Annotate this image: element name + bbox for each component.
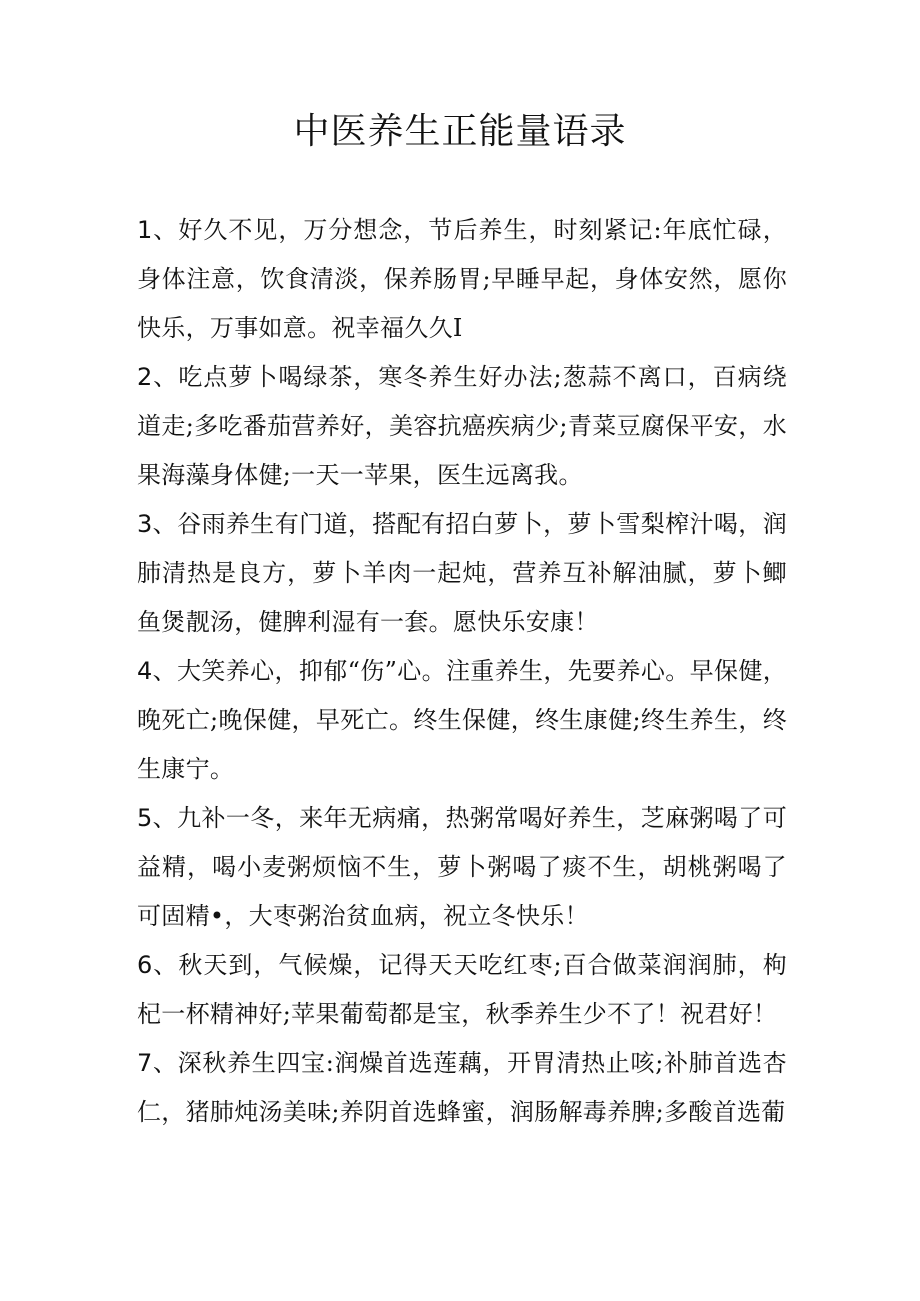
item-separator: 、 [152,363,179,391]
item-text: 谷雨养生有门道，搭配有招白萝卜，萝卜雪梨榨汁喝，润肺清热是良方，萝卜羊肉一起炖，营养互补解油腻，萝卜鲫鱼煲靓汤，健脾利湿有一套。愿快乐安康！ [137,510,788,636]
item-text: 深秋养生四宝:润燥首选莲藕，开胃清热止咳;补肺首选杏仁，猪肺炖汤美味;养阴首选蜂蜜，润肠解毒养脾;多酸首选葡 [137,1049,787,1126]
item-number: 7 [137,1049,153,1077]
item-number: 5 [137,804,153,832]
item-number: 1 [137,216,153,244]
item-text: 九补一冬，来年无病痛，热粥常喝好养生，芝麻粥喝了可益精，喝小麦粥烦恼不生，萝卜粥喝了痰不生，胡桃粥喝了可固精•，大枣粥治贫血病，祝立冬快乐！ [137,804,788,930]
item-text: 好久不见，万分想念，节后养生，时刻紧记:年底忙碌，身体注意，饮食清淡，保养肠胃;早睡早起，身体安然，愿你快乐，万事如意。祝幸福久久I [137,216,787,342]
document-title: 中医养生正能量语录 [293,111,627,152]
item-separator: 、 [152,216,179,244]
list-item [137,794,787,941]
item-number: 6 [137,951,153,979]
list-item [137,1039,787,1137]
item-separator: 、 [152,804,178,832]
item-separator: 、 [152,510,178,538]
document-body [137,206,787,1137]
item-separator: 、 [152,951,179,979]
item-number: 4 [137,657,153,685]
item-separator: 、 [152,1049,178,1077]
item-text: 秋天到，气候燥，记得天天吃红枣;百合做菜润润肺，枸杞一杯精神好;苹果葡萄都是宝，秋季养生少不了！祝君好！ [137,951,787,1028]
item-separator: 、 [152,657,178,685]
item-number: 3 [137,510,153,538]
list-item [137,353,787,500]
item-text: 大笑养心，抑郁“伤”心。注重养生，先要养心。早保健，晚死亡;晚保健，早死亡。终生保健，终生康健;终生养生，终生康宁。 [137,657,787,783]
list-item [137,647,787,794]
list-item [137,941,787,1039]
list-item [137,500,787,647]
item-text: 吃点萝卜喝绿茶，寒冬养生好办法;葱蒜不离口，百病绕道走;多吃番茄营养好，美容抗癌疾病少;青菜豆腐保平安，水果海藻身体健;一天一苹果，医生远离我。 [137,363,787,489]
list-item [137,206,787,353]
item-number: 2 [137,363,153,391]
